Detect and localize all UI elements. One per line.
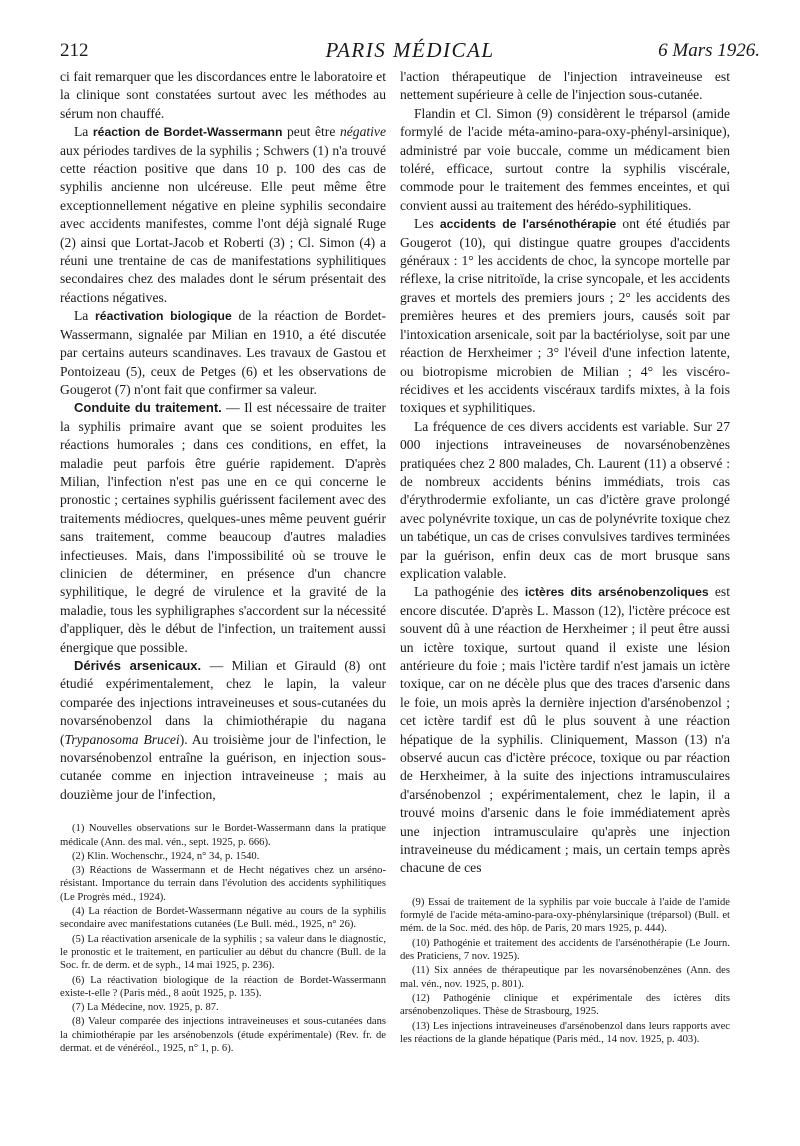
footnote: (1) Nouvelles observations sur le Bordet-Wassermann dans la pratique médicale (Ann. des mal. vén., sept. 1925, p. 666). — [60, 823, 386, 848]
page-number: 212 — [60, 40, 89, 61]
footnote: (13) Les injections intraveineuses d'arsénobenzol dans leurs rapports avec les réactions de la glande hépatique (Paris méd., 14 nov. 1925, p. 403). — [400, 1020, 730, 1045]
footnote: (11) Six années de thérapeutique par les novarsénobenzènes (Ann. des mal. vén., nov. 1925, p. 801). — [400, 965, 730, 990]
footnote: (10) Pathogénie et traitement des accidents de l'arsénothérapie (Le Journ. des Praticiens, 7 nov. 1925). — [400, 937, 730, 963]
running-header — [60, 38, 760, 68]
footnote: (5) La réactivation arsenicale de la syphilis ; sa valeur dans le diagnostic, le pronostic et le traitement, en particulier au début du chancre (Bull. de la Soc. fr. de derm. et de syph., 14 mai 1925, p. 236). — [60, 933, 386, 972]
section-heading: Conduite du traitement. — [74, 400, 222, 416]
paragraph: La réaction de Bordet-Wassermann peut être négative aux périodes tardives de la syphilis ; Schwers (1) n'a trouvé cette réaction positive que dans 10 p. 100 des cas de syphilis ancienne non ulcéreuse. Elle peut même être exceptionnellement négative en pleine syphilis secondaire avec accidents manifestes, comme l'ont déjà signalé Ruge (2) ainsi que Lortat-Jacob et Roberti (3) ; Cl. Simon (4) a réuni une trentaine de cas de manifestations syphilitiques secondaires chez des malades dont le sérum présentait des réactions négatives. — [60, 124, 386, 305]
footnote: (6) La réactivation biologique de la réaction de Bordet-Wassermann existe-t-elle ? (Paris méd., 8 août 1925, p. 135). — [60, 974, 386, 999]
footnote: (4) La réaction de Bordet-Wassermann négative au cours de la syphilis secondaire avec manifestations cutanées (Le Bull. méd., 1925, n° 26). — [60, 906, 386, 931]
paragraph: La fréquence de ces divers accidents est variable. Sur 27 000 injections intraveineuses de novarsénobenzènes pratiquées chez 2 800 malades, Ch. Laurent (11) a observé : de nombreux accidents bénins immédiats, trois cas d'érythrodermie exfoliante, un cas d'ictère grave prolongé avec polynévrite toxique, un cas de polynévrite toxique chez un tabétique, un cas de crises convulsives tardives terminées par la guérison, enfin deux cas de mort brusque sans explication valable. — [400, 418, 730, 581]
footnote: (3) Réactions de Wassermann et de Hecht négatives chez un arséno-résistant. Importance du terrain dans l'évolution des accidents syphilitiques (Le Progrès méd., 1924). — [60, 865, 386, 903]
paragraph: ci fait remarquer que les discordances entre le laboratoire et la clinique sont constatées surtout avec les méthodes au sérum non chauffé. — [60, 69, 386, 121]
footnote: (7) La Médecine, nov. 1925, p. 87. — [72, 1002, 219, 1014]
footnote: (12) Pathogénie clinique et expérimentale des ictères dits arsénobenzoliques. Thèse de Strasbourg, 1925. — [400, 992, 730, 1018]
journal-page — [60, 38, 760, 1054]
left-column — [60, 68, 386, 1056]
paragraph: La pathogénie des ictères dits arsénobenzoliques est encore discutée. D'après L. Masson (12), l'ictère précoce est souvent dû à une réaction de Herxheimer ; il peut être aussi un ictère toxique, surtout quand il existe une lésion antérieure du foie ; mais l'ictère tardif n'est jamais un ictère toxique, car on ne décèle plus que des traces d'arsenic dans le foie, un mois après la dernière injection d'arsénobenzol ; cet ictère tardif est dû le plus souvent à une réaction hépatique de la syphilis. Cliniquement, Masson (13) n'a observé aucun cas d'ictère précoce, toxique ou par réaction de Herxheimer, à la suite des injections intramusculaires d'arsénobenzol ; expérimentalement, chez le lapin, il a trouvé moins d'arsenic dans le foie immédiatement après une injection intramusculaire qu'après une injection intraveineuse du médicament ; mais, un certain temps après chacune de ces — [400, 584, 730, 876]
footnote: (8) Valeur comparée des injections intraveineuses et sous-cutanées dans la chimiothérapie par les arsénobenzols (étude expérimentale) (Rev. fr. de dermat. et de vénéréol., 1925, n° 1, p. 6). — [60, 1016, 386, 1054]
bold-term: réactivation biologique — [95, 309, 232, 324]
footnotes — [60, 822, 386, 1055]
bold-term: réaction de Bordet-Wassermann — [92, 125, 283, 140]
paragraph: Conduite du traitement. — Il est nécessaire de traiter la syphilis primaire avant que se soient produites les réactions humorales ; dans ces conditions, en effet, la maladie peut parfois être guérie rapidement. D'après Milian, l'infection n'est pas une en ce qui concerne le pronostic ; certaines syphilis guérissent facilement avec des traitements médiocres, quelques-unes même peuvent guérir sans traitement, comme beaucoup d'autres maladies infectieuses. Mais, dans l'impossibilité où se trouve le clinicien de déterminer, en présence d'un chancre syphilitique, le degré de virulence et la gravité de la maladie, tous les syphiligraphes s'accordent sur la nécessité d'appliquer, dès le début de l'infection, un traitement aussi énergique que possible. — [60, 400, 386, 655]
footnote: (2) Klin. Wochenschr., 1924, n° 34, p. 1540. — [72, 850, 260, 862]
footnotes — [400, 896, 730, 1046]
paragraph: Les accidents de l'arsénothérapie ont été étudiés par Gougerot (10), qui distingue quatre groupes d'accidents généraux : 1° les accidents de choc, la syncope mortelle par réflexe, la crise nitritoïde, la crise syncopale, et les accidents graves et mortels des premiers jours ; 2° les accidents des premières heures et des premiers jours, causés soit par l'intoxication arsenicale, soit par la bactériolyse, soit par une réaction de Herxheimer ; 3° l'éveil d'une infection latente, ou biotropisme microbien de Milian ; 4° les viscéro-récidives et les accidents viscéraux tardifs mixtes, à la fois toxiques et syphilitiques. — [400, 216, 731, 416]
bold-term: accidents de l'arsénothérapie — [439, 217, 617, 232]
paragraph: Flandin et Cl. Simon (9) considèrent le tréparsol (amide formylé de l'acide méta-amino-para-oxy-phényl-arsinique), administré par voie buccale, comme un médicament bien toléré, efficace, surtout contre la syphilis viscérale, commode pour le traitement des femmes enceintes, et qui convient aussi au traitement des hérédo-syphilitiques. — [400, 105, 730, 213]
right-column — [400, 68, 730, 1047]
bold-term: ictères dits arsénobenzoliques — [524, 585, 709, 600]
journal-title: PARIS MÉDICAL — [325, 38, 495, 62]
section-heading: Dérivés arsenicaux. — [74, 658, 202, 673]
issue-date: 6 Mars 1926. — [658, 40, 760, 61]
paragraph: La réactivation biologique de la réaction de Bordet-Wassermann, signalée par Milian en 1910, a été discutée par certains auteurs scandinaves. Les travaux de Gastou et Pontoizeau (5), ceux de Petges (6) et les observations de Gougerot (7) n'ont fait que confirmer sa valeur. — [60, 308, 386, 397]
footnote: (9) Essai de traitement de la syphilis par voie buccale à l'aide de l'amide formylé de l'acide méta-amino-para-oxy-phénylarsinique (tréparsol) (Bull. et mém. de la Soc. méd. des hôp. de Paris, 20 mars 1925, p. 444). — [400, 896, 730, 935]
paragraph: Dérivés arsenicaux. — Milian et Girauld (8) ont étudié expérimentalement, chez le lapin, la valeur comparée des injections intraveineuses et sous-cutanées du novarsénobenzol dans la chimiothérapie du nagana (Trypanosoma Brucei). Au troisième jour de l'infection, le novarsénobenzol entraîne la guérison, en injection sous-cutanée comme en injection intraveineuse ; mais au douzième jour de l'infection, — [60, 658, 386, 802]
paragraph: l'action thérapeutique de l'injection intraveineuse est nettement supérieure à celle de l'injection sous-cutanée. — [400, 69, 730, 103]
